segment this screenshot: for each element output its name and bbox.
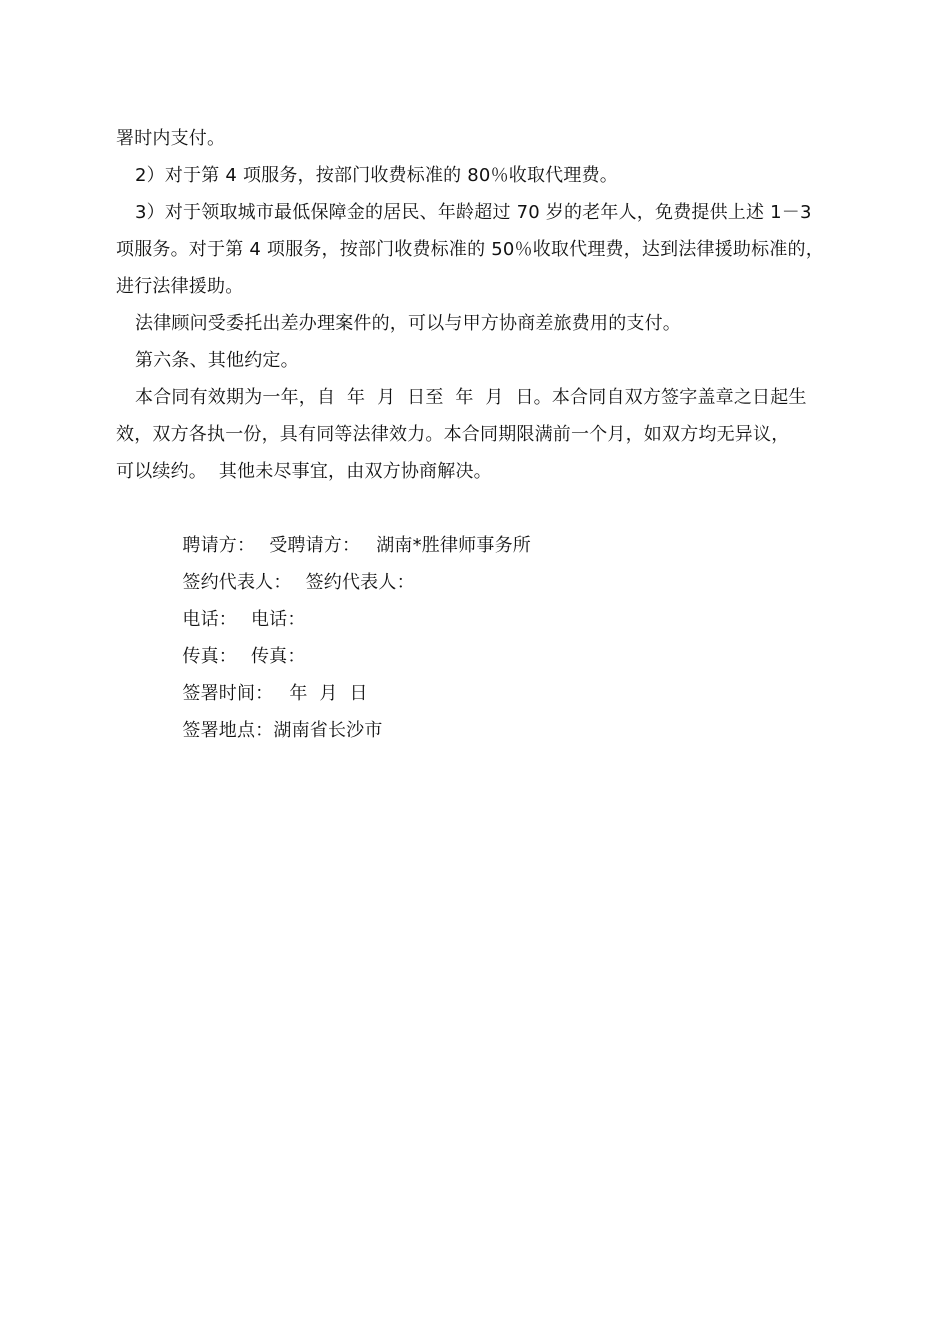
paragraph-contract-term [116, 379, 846, 490]
signature-block [116, 490, 846, 741]
party-b-label: 受聘请方： [269, 535, 361, 556]
party-a-label: 聘请方： [182, 535, 256, 556]
rep-a-label: 签约代表人： [182, 572, 292, 593]
sign-time-label: 签署时间： [182, 683, 274, 704]
paragraph-line: 可以续约。 其他未尽事宜，由双方协商解决。 [116, 461, 492, 482]
paragraph-travel-expenses [116, 305, 846, 342]
sign-time-value: 年 月 日 [289, 683, 368, 704]
paragraph-service-4-fee [116, 157, 846, 194]
signature-parties-line [116, 490, 846, 556]
rep-b-label: 签约代表人： [305, 572, 415, 593]
fax-a-label: 传真： [182, 646, 237, 667]
sign-place-value: 湖南省长沙市 [273, 720, 383, 741]
paragraph-line: 署时内支付。 [116, 128, 226, 149]
document-body [116, 120, 846, 741]
sign-place-label: 签署地点： [182, 720, 274, 741]
section-heading: 第六条、其他约定。 [135, 350, 299, 371]
paragraph-low-income-elderly [116, 194, 846, 305]
phone-a-label: 电话： [182, 609, 237, 630]
paragraph-line: 本合同有效期为一年，自 年 月 日至 年 月 日。本合同自双方签字盖章之日起生 [135, 387, 807, 408]
section-heading-article-6 [116, 342, 846, 379]
paragraph-line: 效，双方各执一份，具有同等法律效力。本合同期限满前一个月，如双方均无异议， [116, 424, 790, 445]
party-b-name: 湖南*胜律师事务所 [376, 535, 531, 556]
paragraph-line: 法律顾问受委托出差办理案件的，可以与甲方协商差旅费用的支付。 [135, 313, 681, 334]
paragraph-line: 项服务。对于第 4 项服务，按部门收费标准的 50％收取代理费，达到法律援助标准的， [116, 239, 824, 260]
fax-b-label: 传真： [250, 646, 306, 667]
phone-b-label: 电话： [250, 609, 306, 630]
paragraph-line: 2）对于第 4 项服务，按部门收费标准的 80％收取代理费。 [135, 165, 618, 186]
paragraph-line: 3）对于领取城市最低保障金的居民、年龄超过 70 岁的老年人，免费提供上述 1－3 [135, 202, 812, 223]
paragraph-payment-timing [116, 120, 846, 157]
paragraph-line: 进行法律援助。 [116, 276, 244, 297]
